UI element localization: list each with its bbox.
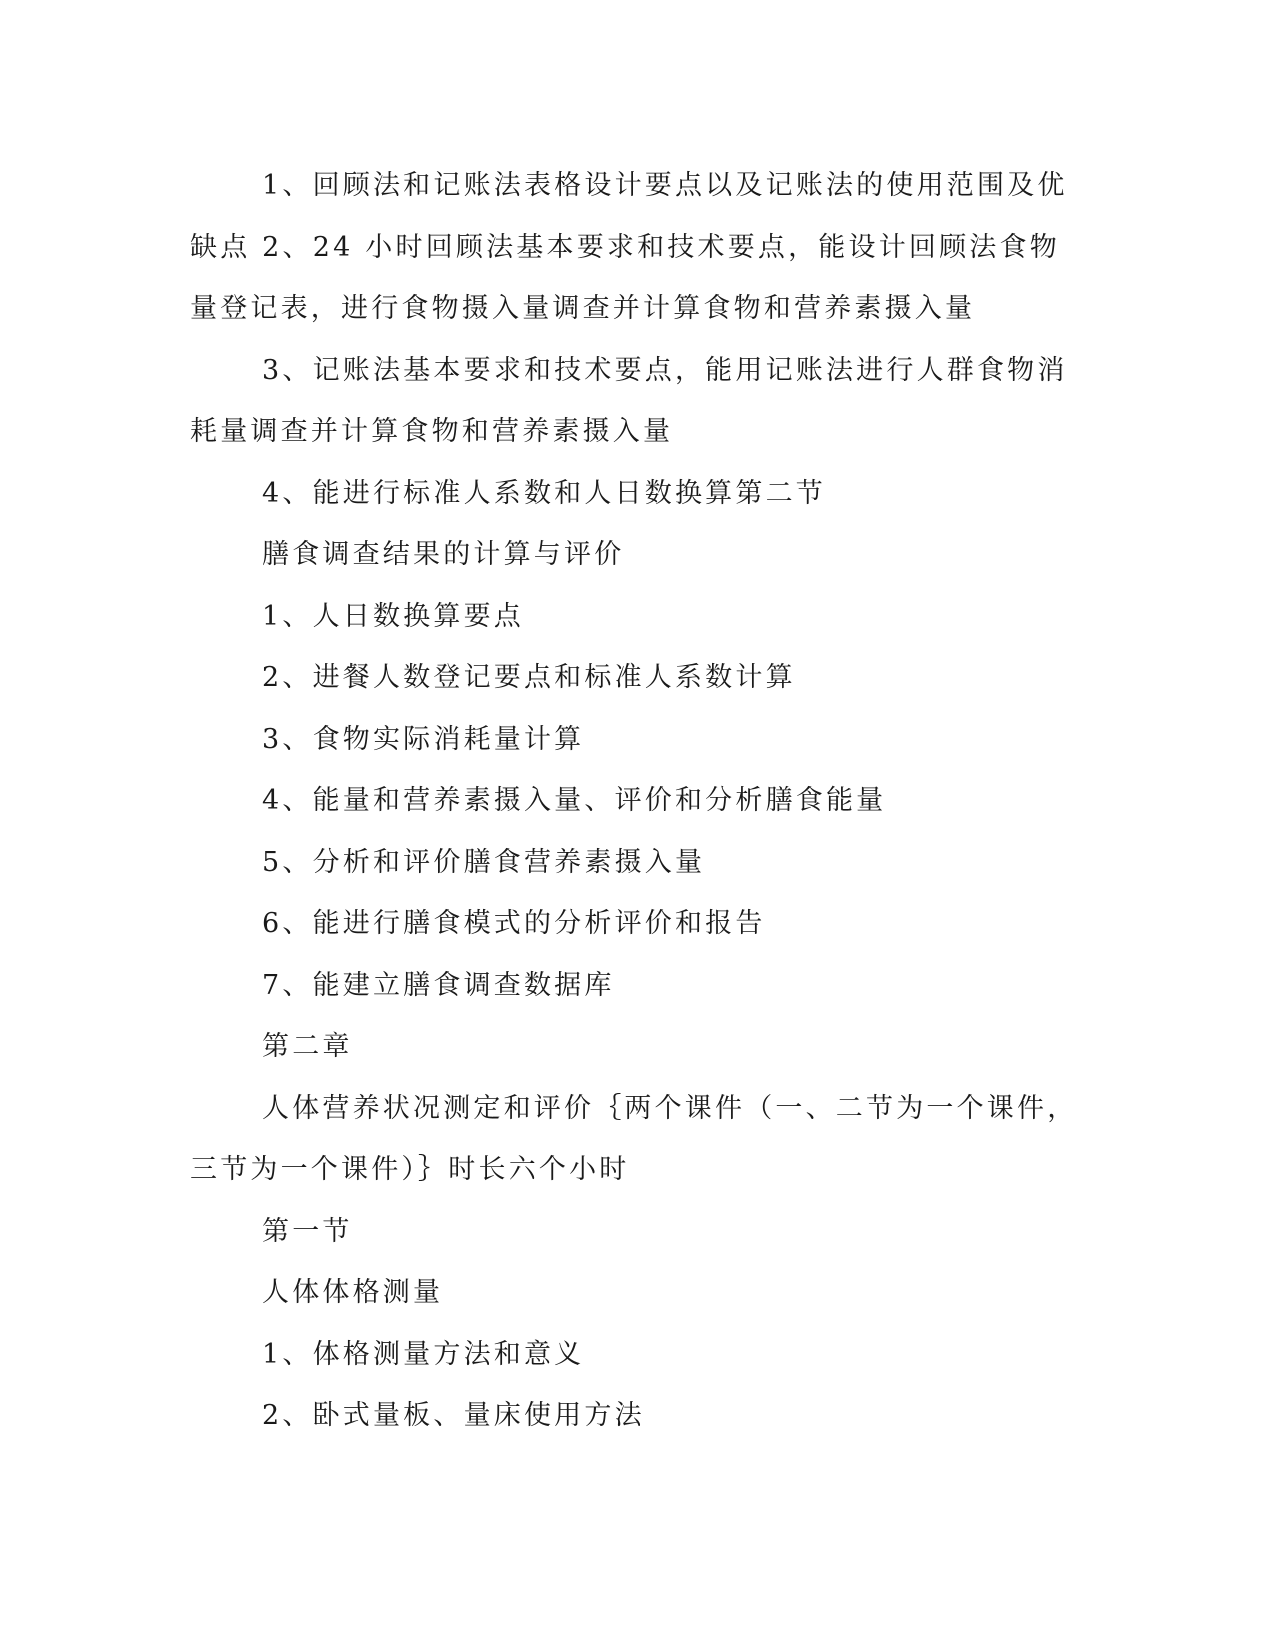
paragraph-standard-person-coefficient: 4、能进行标准人系数和人日数换算第二节 [262,477,826,509]
section-heading: 第一节 [262,1215,353,1247]
list-item: 1、体格测量方法和意义 [262,1338,585,1370]
list-item: 6、能进行膳食模式的分析评价和报告 [262,908,766,939]
section-title-body-measurement: 人体体格测量 [262,1277,444,1308]
list-item: 5、分析和评价膳食营养素摄入量 [262,846,706,878]
list-item: 2、卧式量板、量床使用方法 [262,1400,645,1431]
chapter-title-nutrition-assessment: 人体营养状况测定和评价｛两个课件（一、二节为一个课件，三节为一个课件）｝时长六个小时 [190,1092,1078,1185]
paragraph-accounting-method-requirements: 3、记账法基本要求和技术要点，能用记账法进行人群食物消耗量调查并计算食物和营养素摄入量 [190,354,1068,447]
document-body [190,155,1080,1447]
list-item: 7、能建立膳食调查数据库 [262,969,615,1001]
chapter-heading: 第二章 [262,1031,353,1062]
paragraph-recall-and-accounting-methods: 1、回顾法和记账法表格设计要点以及记账法的使用范围及优缺点 2、24 小时回顾法基本要求和技术要点，能设计回顾法食物量登记表，进行食物摄入量调查并计算食物和营养素摄入量 [190,170,1068,324]
list-item: 4、能量和营养素摄入量、评价和分析膳食能量 [262,785,887,816]
section-heading-dietary-survey-results: 膳食调查结果的计算与评价 [262,539,625,570]
list-item: 3、食物实际消耗量计算 [262,723,585,755]
list-item: 1、人日数换算要点 [262,600,524,632]
list-item: 2、进餐人数登记要点和标准人系数计算 [262,662,796,693]
